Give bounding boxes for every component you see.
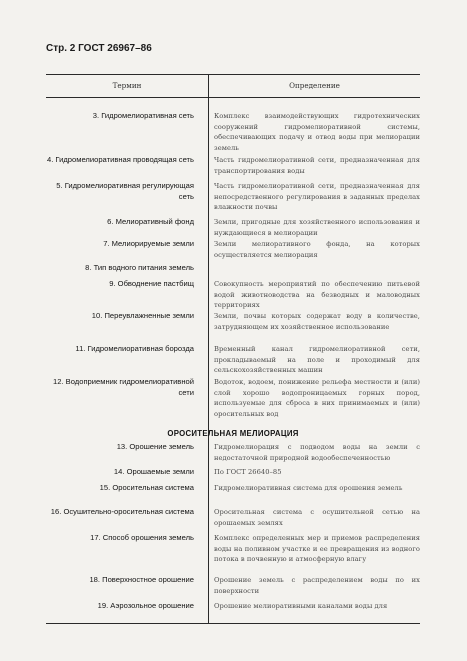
term-cell: 9. Обводнение пастбищ: [109, 279, 194, 288]
definition-cell: Часть гидромелиоративной сети, предназначенная для транспортирования воды: [214, 156, 420, 175]
term-cell: 18. Поверхностное орошение: [89, 575, 194, 584]
definition-cell: По ГОСТ 26640–85: [214, 468, 282, 476]
term-cell: 10. Переувлажненные земли: [91, 311, 194, 320]
definition-cell: Комплекс определенных мер и приемов распределения воды на поливном участке и ее превращения из водного потока в почвенную и атмосферную влагу: [214, 534, 420, 564]
definition-cell: Гидромелиорация с подводом воды на земли с недостаточной природной водообеспеченностью: [214, 443, 420, 462]
header-divider: [46, 97, 420, 98]
definition-cell: Земли мелиоративного фонда, на которых осуществляется мелиорация: [214, 240, 420, 259]
column-header-term: Термин: [112, 81, 142, 90]
term-cell: 8. Тип водного питания земель: [85, 263, 194, 272]
definition-cell: Гидромелиоративная система для орошения земель: [214, 484, 403, 492]
term-cell: 17. Способ орошения земель: [90, 533, 194, 542]
term-cell: 4. Гидромелиоративная проводящая сеть: [46, 155, 194, 164]
term-cell: 7. Мелиорируемые земли: [103, 239, 194, 248]
page-header: Стр. 2 ГОСТ 26967–86: [46, 43, 152, 54]
term-cell: 15. Оросительная система: [99, 483, 194, 492]
term-cell: 14. Орошаемые земли: [113, 467, 194, 476]
definition-cell: Орошение земель с распределением воды по их поверхности: [214, 576, 420, 595]
definition-cell: Земли, пригодные для хозяйственного использования и нуждающиеся в мелиорации: [214, 218, 420, 237]
term-cell: 3. Гидромелиоративная сеть: [92, 111, 194, 120]
definition-cell: Оросительная система с осушительной сетью на орошаемых землях: [214, 508, 420, 527]
definition-cell: Орошение мелиоративными каналами воды для: [214, 602, 388, 610]
definition-cell: Совокупность мероприятий по обеспечению питьевой водой животноводства на безводных и маловодных территориях: [214, 280, 420, 310]
term-cell: 19. Аэрозольное орошение: [97, 601, 194, 610]
terms-table: [46, 74, 420, 624]
definition-cell: Водоток, водоем, понижение рельефа местности и (или) слой хорошо водопроницаемых горных пород, используемые для сброса в них принимаемых и (или) оросительных вод: [214, 378, 420, 418]
column-header-definition: Определение: [289, 81, 340, 90]
definition-cell: Часть гидромелиоративной сети, предназначенная для непосредственного регулирования в заданных пределах влажности почвы: [214, 182, 420, 212]
term-cell: 11. Гидромелиоративная борозда: [75, 344, 194, 353]
term-cell: 12. Водоприемник гидромелиоративной сети: [53, 377, 194, 397]
section-title: ОРОСИТЕЛЬНАЯ МЕЛИОРАЦИЯ: [167, 429, 299, 438]
term-cell: 13. Орошение земель: [116, 442, 194, 451]
term-cell: 6. Мелиоративный фонд: [107, 217, 194, 226]
definition-cell: Комплекс взаимодействующих гидротехнических сооружений гидромелиоративной системы, обеспечивающих подачу и отвод воды при мелиорации земель: [214, 112, 420, 152]
column-divider: [208, 75, 209, 623]
term-cell: 16. Осушительно-оросительная система: [50, 507, 194, 516]
definition-cell: Земли, почвы которых содержат воду в количестве, затрудняющем их хозяйственное использование: [214, 312, 420, 331]
term-cell: 5. Гидромелиоративная регулирующая сеть: [56, 181, 194, 201]
definition-cell: Временный канал гидромелиоративной сети, прокладываемый на поле и проходимый для сельскохозяйственных машин: [214, 345, 420, 375]
